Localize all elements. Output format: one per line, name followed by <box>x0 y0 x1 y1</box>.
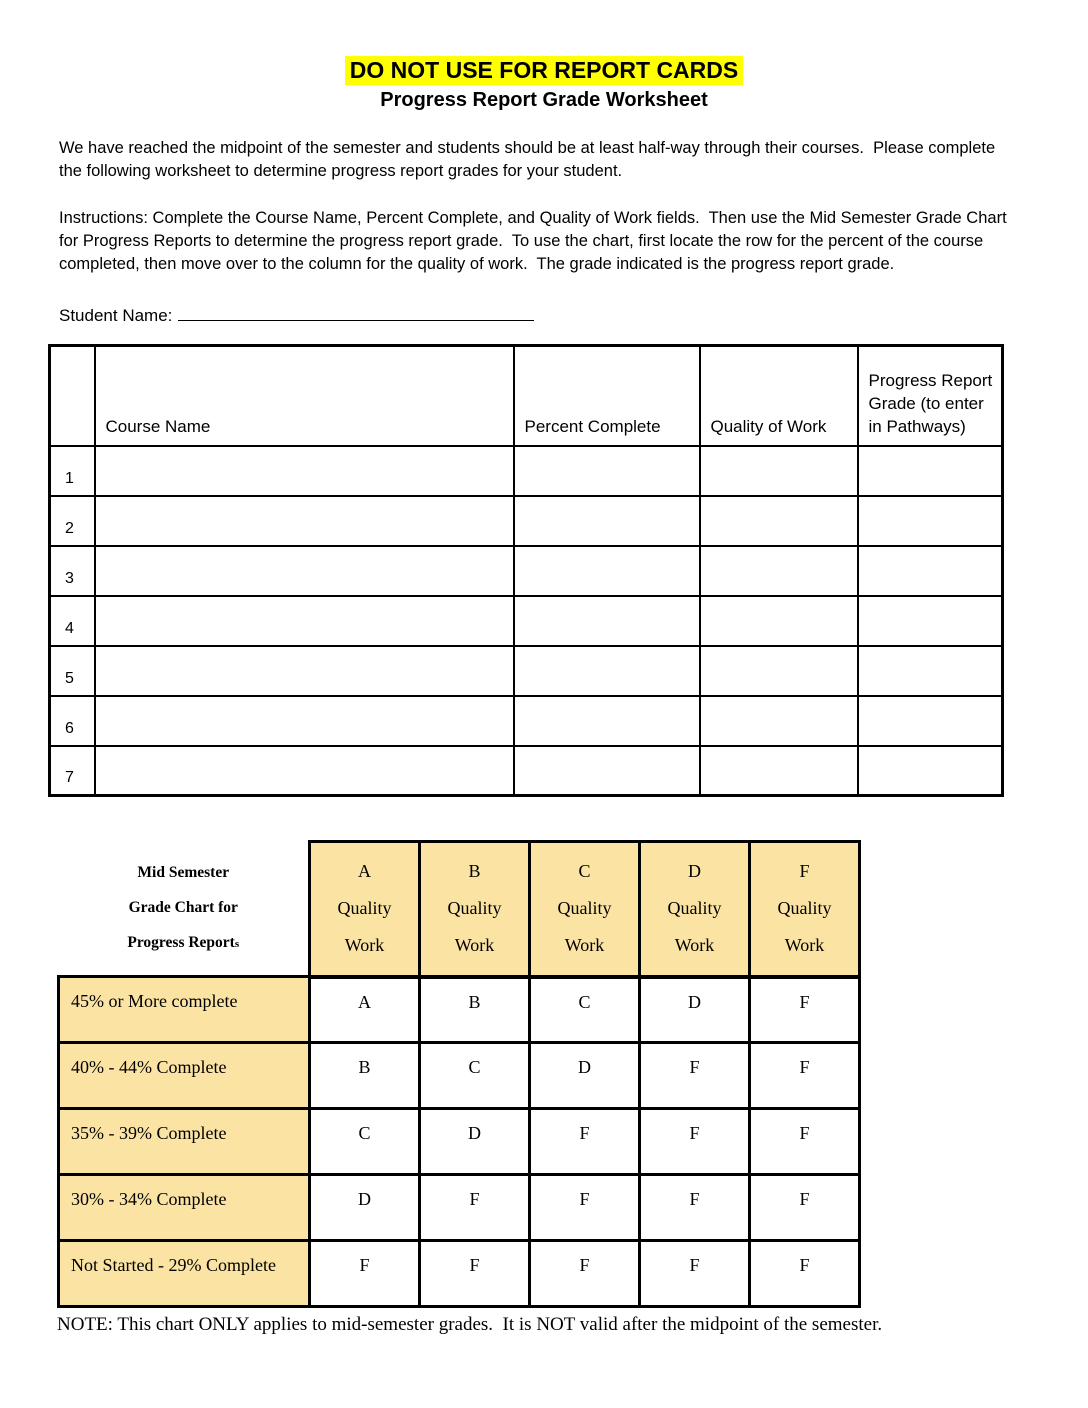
row-number: 4 <box>50 596 95 646</box>
student-name-label: Student Name: <box>59 306 173 325</box>
course-name-cell[interactable] <box>95 546 514 596</box>
progress-grade-cell[interactable] <box>858 446 1003 496</box>
row-number: 6 <box>50 696 95 746</box>
progress-grade-cell[interactable] <box>858 746 1003 796</box>
chart-note: NOTE: This chart ONLY applies to mid-semester grades. It is NOT valid after the midpoint of the semester. <box>57 1314 883 1335</box>
grade-cell: B <box>310 1043 420 1109</box>
progress-grade-cell[interactable] <box>858 696 1003 746</box>
page-header <box>0 0 1088 112</box>
course-name-cell[interactable] <box>95 646 514 696</box>
grade-cell: F <box>530 1109 640 1175</box>
intro-paragraph: We have reached the midpoint of the semester and students should be at least half-way through their courses. Please complete the following worksheet to determine progress report grades for your student. <box>59 139 1000 180</box>
corner-label-line: Grade Chart for <box>128 898 238 916</box>
grade-cell: F <box>750 1241 860 1307</box>
grade-cell: F <box>530 1241 640 1307</box>
column-header-f-quality-work: F Quality Work <box>750 842 860 977</box>
percent-complete-cell[interactable] <box>514 596 700 646</box>
grade-cell: C <box>310 1109 420 1175</box>
grade-chart-row <box>59 977 860 1043</box>
column-header-d-quality-work: D Quality Work <box>640 842 750 977</box>
grade-chart-row <box>59 1241 860 1307</box>
grade-cell: F <box>750 1175 860 1241</box>
grade-cell: F <box>420 1175 530 1241</box>
percent-range-label: 40% - 44% Complete <box>59 1043 310 1109</box>
quality-of-work-cell[interactable] <box>700 446 858 496</box>
quality-of-work-cell[interactable] <box>700 596 858 646</box>
grade-cell: F <box>750 1043 860 1109</box>
column-header-b-quality-work: B Quality Work <box>420 842 530 977</box>
student-name-row <box>59 306 1088 326</box>
row-number: 2 <box>50 496 95 546</box>
row-number: 1 <box>50 446 95 496</box>
worksheet-header-row <box>50 346 1003 446</box>
student-name-field[interactable] <box>178 306 534 321</box>
progress-grade-cell[interactable] <box>858 546 1003 596</box>
corner-label-line: Mid Semester <box>137 863 230 881</box>
course-name-header: Course Name <box>95 346 514 446</box>
table-row <box>50 596 1003 646</box>
table-row <box>50 646 1003 696</box>
grade-cell: F <box>750 977 860 1043</box>
grade-cell: A <box>310 977 420 1043</box>
quality-of-work-cell[interactable] <box>700 496 858 546</box>
percent-complete-cell[interactable] <box>514 696 700 746</box>
percent-range-label: 45% or More complete <box>59 977 310 1043</box>
grade-cell: F <box>420 1241 530 1307</box>
column-header-c-quality-work: C Quality Work <box>530 842 640 977</box>
progress-grade-cell[interactable] <box>858 646 1003 696</box>
grade-cell: F <box>640 1043 750 1109</box>
percent-complete-cell[interactable] <box>514 446 700 496</box>
grade-cell: D <box>310 1175 420 1241</box>
instructions-paragraph: Instructions: Complete the Course Name, Percent Complete, and Quality of Work fields. Then use the Mid Semester Grade Chart for Progress Reports to determine the progress report grade. To use the chart, first locate the row for the percent of the course completed, then move over to the column for the quality of work. The grade indicated is the progress report grade. <box>59 209 1012 273</box>
percent-range-label: 30% - 34% Complete <box>59 1175 310 1241</box>
course-name-cell[interactable] <box>95 596 514 646</box>
course-name-cell[interactable] <box>95 746 514 796</box>
quality-of-work-cell[interactable] <box>700 546 858 596</box>
grade-cell: D <box>640 977 750 1043</box>
grade-cell: D <box>420 1109 530 1175</box>
quality-of-work-cell[interactable] <box>700 696 858 746</box>
grade-chart-row <box>59 1109 860 1175</box>
course-worksheet-table <box>48 344 1004 797</box>
progress-grade-cell[interactable] <box>858 496 1003 546</box>
row-number: 7 <box>50 746 95 796</box>
grade-cell: F <box>640 1175 750 1241</box>
mid-semester-grade-chart <box>57 840 861 1308</box>
grade-cell: F <box>310 1241 420 1307</box>
quality-of-work-cell[interactable] <box>700 646 858 696</box>
page-title: Progress Report Grade Worksheet <box>380 89 708 111</box>
percent-complete-cell[interactable] <box>514 746 700 796</box>
corner-label-line: Progress Reports <box>127 933 240 951</box>
row-number: 5 <box>50 646 95 696</box>
row-number-header <box>50 346 95 446</box>
percent-complete-header: Percent Complete <box>514 346 700 446</box>
course-name-cell[interactable] <box>95 696 514 746</box>
progress-grade-header: Progress Report Grade (to enter in Pathways) <box>858 346 1003 446</box>
table-row <box>50 746 1003 796</box>
grade-chart-row <box>59 1175 860 1241</box>
quality-of-work-header: Quality of Work <box>700 346 858 446</box>
percent-complete-cell[interactable] <box>514 646 700 696</box>
grade-cell: D <box>530 1043 640 1109</box>
percent-complete-cell[interactable] <box>514 546 700 596</box>
column-header-a-quality-work: A Quality Work <box>310 842 420 977</box>
grade-cell: F <box>750 1109 860 1175</box>
percent-range-label: 35% - 39% Complete <box>59 1109 310 1175</box>
percent-range-label: Not Started - 29% Complete <box>59 1241 310 1307</box>
table-row <box>50 696 1003 746</box>
row-number: 3 <box>50 546 95 596</box>
grade-cell: F <box>530 1175 640 1241</box>
table-row <box>50 446 1003 496</box>
grade-cell: C <box>530 977 640 1043</box>
course-name-cell[interactable] <box>95 496 514 546</box>
progress-grade-cell[interactable] <box>858 596 1003 646</box>
quality-of-work-cell[interactable] <box>700 746 858 796</box>
warning-banner: DO NOT USE FOR REPORT CARDS <box>345 56 743 85</box>
grade-chart-header-row <box>59 842 860 977</box>
course-name-cell[interactable] <box>95 446 514 496</box>
grade-cell: F <box>640 1109 750 1175</box>
grade-cell: F <box>640 1241 750 1307</box>
grade-cell: C <box>420 1043 530 1109</box>
grade-chart-row <box>59 1043 860 1109</box>
grade-cell: B <box>420 977 530 1043</box>
table-row <box>50 546 1003 596</box>
table-row <box>50 496 1003 546</box>
percent-complete-cell[interactable] <box>514 496 700 546</box>
grade-chart-corner-label <box>59 842 310 977</box>
